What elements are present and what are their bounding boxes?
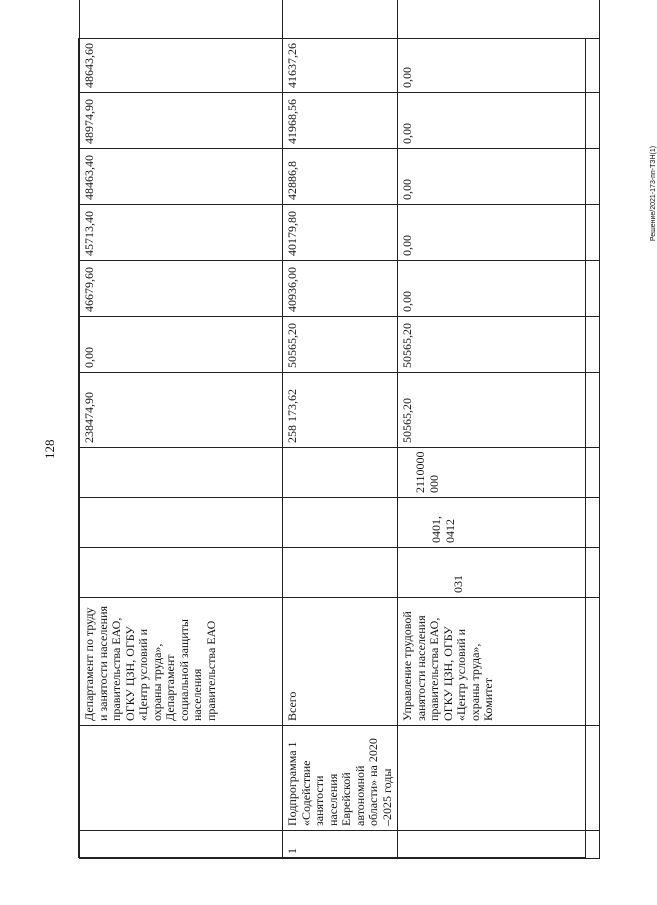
empty-cell [398, 0, 600, 39]
csr-code [80, 448, 283, 498]
year-amount: 0,00 [398, 205, 600, 261]
csr-code: 2110000 000 [398, 448, 600, 498]
year-amount: 50565,20 [398, 317, 600, 373]
program-name: Подпрограмма 1 «Содействие занятости населения Еврейской автономной области» на 2020 –2025 годы [283, 726, 398, 831]
empty-cell [283, 0, 398, 39]
year-amount: 0,00 [398, 149, 600, 205]
table-row [80, 0, 283, 859]
year-amount: 45713,40 [80, 205, 283, 261]
year-amount: 0,00 [80, 317, 283, 373]
year-amount: 50565,20 [283, 317, 398, 373]
year-amount: 40179,80 [283, 205, 398, 261]
rzpr-code: 0401, 0412 [398, 498, 600, 548]
year-amount: 48643,60 [80, 39, 283, 93]
grbs-code: 031 [398, 548, 600, 598]
executor: Управление трудовой занятости населения правительства ЕАО, ОГКУ ЦЗН, ОГБУ «Центр условий и охраны труда», Комитет [398, 598, 600, 726]
table-row [283, 0, 398, 859]
program-name [398, 726, 600, 831]
year-amount: 48463,40 [80, 149, 283, 205]
year-amount: 0,00 [398, 261, 600, 317]
table-row [398, 0, 600, 859]
grbs-code [80, 548, 283, 598]
year-amount: 48974,90 [80, 93, 283, 149]
budget-table-frame [78, 38, 586, 858]
year-amount: 0,00 [398, 93, 600, 149]
budget-table [79, 0, 600, 859]
year-amount: 42886,8 [283, 149, 398, 205]
row-number [80, 831, 283, 859]
empty-cell [80, 0, 283, 39]
grbs-code [283, 548, 398, 598]
executor: Департамент по труду и занятости населения правительства ЕАО, ОГКУ ЦЗН, ОГБУ «Центр условий и охраны труда», Департамент социальной защиты населения правительства ЕАО [80, 598, 283, 726]
row-number [398, 831, 600, 859]
document-code: Решение/2021-173-пп-ТЗН(1) [650, 145, 657, 242]
year-amount: 41637,26 [283, 39, 398, 93]
year-amount: 40936,00 [283, 261, 398, 317]
total-amount: 258 173,62 [283, 373, 398, 448]
rzpr-code [80, 498, 283, 548]
executor: Всего [283, 598, 398, 726]
year-amount: 46679,60 [80, 261, 283, 317]
rzpr-code [283, 498, 398, 548]
csr-code [283, 448, 398, 498]
row-number: 1 [283, 831, 398, 859]
total-amount: 50565,20 [398, 373, 600, 448]
page-number: 128 [42, 439, 57, 459]
year-amount: 0,00 [398, 39, 600, 93]
program-name [80, 726, 283, 831]
total-amount: 238474,90 [80, 373, 283, 448]
year-amount: 41968,56 [283, 93, 398, 149]
